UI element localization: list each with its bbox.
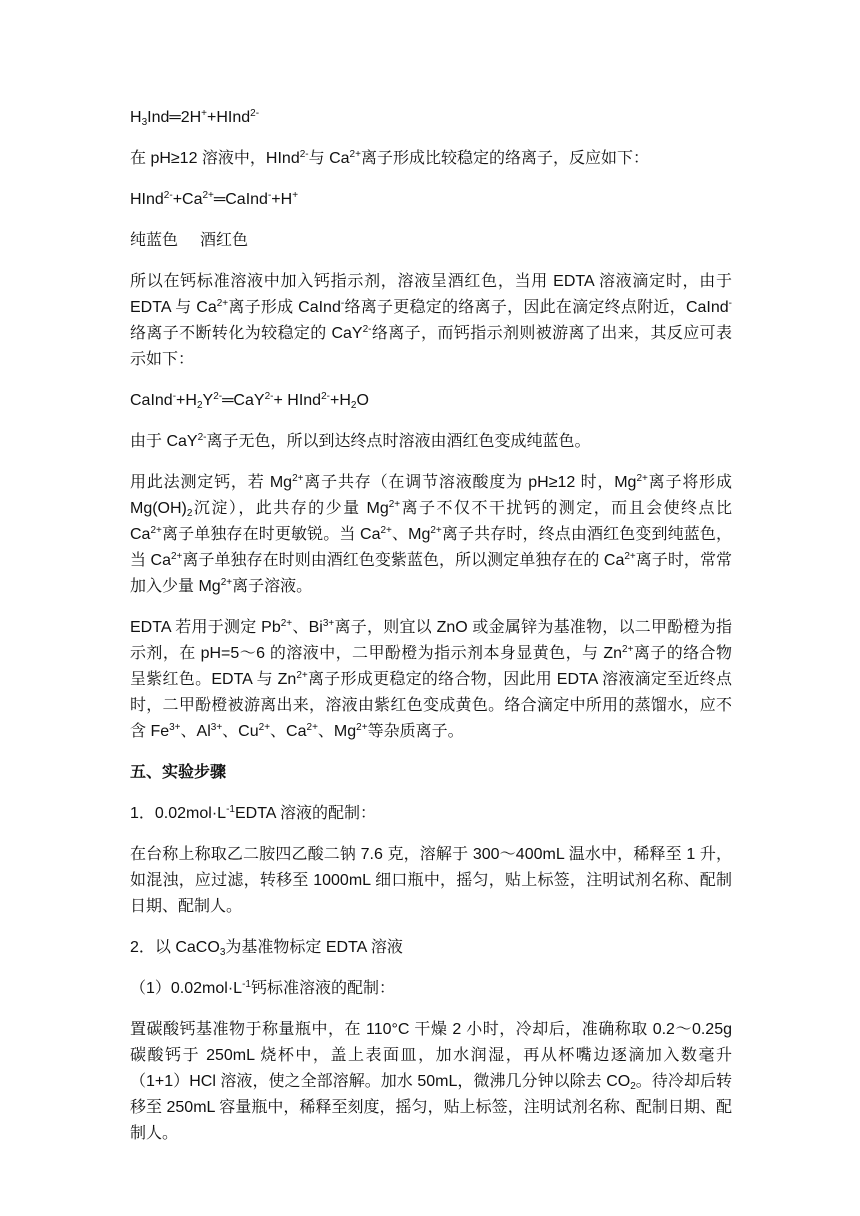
superscript: 2- xyxy=(197,432,207,443)
equation-dissociation xyxy=(130,105,732,131)
superscript: 2+ xyxy=(202,190,214,201)
subscript: 2 xyxy=(186,508,193,519)
text-run: 等杂质离子。 xyxy=(367,723,464,740)
text-run: + HInd xyxy=(273,392,322,409)
text-run: +H xyxy=(329,392,351,409)
text-run: 离子无色，所以到达终点时溶液由酒红色变成纯蓝色。 xyxy=(206,433,591,450)
text-run: 络离子更稳定的络离子，因此在滴定终点附近，CaInd xyxy=(344,299,729,316)
superscript: 2+ xyxy=(258,722,271,733)
text-run: 络离子，而钙指示剂则被游离了出来，其反应可表示如下： xyxy=(130,325,732,368)
superscript: 2+ xyxy=(430,525,442,536)
superscript: 2+ xyxy=(624,551,636,562)
text-run: 离子时，常常加入少量 Mg xyxy=(130,552,732,595)
color-label-wine-red: 酒红色 xyxy=(200,232,249,249)
text-run: H xyxy=(130,109,142,126)
text-run: 、Al xyxy=(180,723,211,740)
text-run: 2．以 CaCO xyxy=(130,939,220,956)
superscript: 2+ xyxy=(296,670,308,681)
superscript: + xyxy=(201,108,207,119)
paragraph-color-change xyxy=(130,429,732,455)
superscript: 3+ xyxy=(322,618,335,629)
text-run: 置碳酸钙基准物于称量瓶中，在 110°C 干燥 2 小时，冷却后，准确称取 0.2～0.25g 碳酸钙于 250mL 烧杯中，盖上表面皿，加水润湿，再从杯嘴边逐滴加入数毫升（1+1）HCl 溶液，使之全部溶解。加水 50mL，微沸几分钟以除去 CO xyxy=(130,1021,732,1090)
step-2-1-heading xyxy=(130,976,732,1002)
text-run: 1．0.02mol·L xyxy=(130,805,227,822)
text-run: 在 pH≥12 溶液中，HInd xyxy=(130,150,300,167)
superscript: 2+ xyxy=(306,722,318,733)
text-run: ═CaInd xyxy=(213,191,268,208)
superscript: 2+ xyxy=(356,722,368,733)
superscript: -1 xyxy=(242,979,251,990)
text-run: 离子形成 CaInd xyxy=(228,299,341,316)
superscript: 2+ xyxy=(280,618,293,629)
superscript: 2- xyxy=(321,391,330,402)
text-run: HInd xyxy=(130,191,164,208)
text-run: EDTA 溶液的配制： xyxy=(234,805,377,822)
superscript: 2- xyxy=(250,108,260,119)
superscript: 2+ xyxy=(349,149,361,160)
superscript: - xyxy=(172,391,177,402)
text-run: EDTA 若用于测定 Pb xyxy=(130,619,281,636)
text-run: 、Bi xyxy=(292,619,323,636)
section-heading-steps: 五、实验步骤 xyxy=(130,764,227,781)
paragraph-edta-lead-bismuth xyxy=(130,615,732,745)
text-run: 离子形成比较稳定的络离子，反应如下： xyxy=(360,150,649,167)
text-run: +H xyxy=(176,392,197,409)
text-run: 沉淀），此共存的少量 Mg xyxy=(192,500,389,517)
text-run: 离子形成更稳定的络合物，因此用 EDTA 溶液滴定至近终点时，二甲酚橙被游离出来，溶液由紫红色变成黄色。络合滴定中所用的蒸馏水，应不含 Fe xyxy=(130,671,732,740)
equation-complex-formation xyxy=(130,187,732,213)
text-run: 离子将形成 Mg(OH) xyxy=(130,474,732,517)
superscript: 2- xyxy=(163,190,173,201)
step-1-heading xyxy=(130,801,732,827)
text-run: 络离子不断转化为较稳定的 CaY xyxy=(130,325,363,342)
subscript: 2 xyxy=(350,400,357,411)
text-run: 、Ca xyxy=(270,723,307,740)
text-run: Y xyxy=(202,392,214,409)
paragraph-ph12 xyxy=(130,146,732,172)
equation-endpoint-reaction xyxy=(130,388,732,414)
color-labels xyxy=(130,228,732,254)
superscript: 3+ xyxy=(169,722,181,733)
text-run: 离子，则宜以 ZnO 或金属锌为基准物，以二甲酚橙为指示剂，在 pH=5～6 的溶液中，二甲酚橙为指示剂本身显黄色，与 Zn xyxy=(130,619,732,662)
text-run: +HInd xyxy=(207,109,251,126)
superscript: - xyxy=(267,190,272,201)
text-run: Ind═2H xyxy=(147,109,202,126)
step-2-heading xyxy=(130,935,732,961)
text-run: +Ca xyxy=(172,191,203,208)
superscript: 3+ xyxy=(210,722,223,733)
document-page xyxy=(130,105,732,1162)
text-run: 钙标准溶液的配制： xyxy=(250,980,395,997)
subscript: 3 xyxy=(219,947,226,958)
text-run: O xyxy=(356,392,369,409)
superscript: -1 xyxy=(226,804,235,815)
superscript: 2+ xyxy=(388,499,401,510)
text-run: 离子单独存在时更敏锐。当 Ca xyxy=(161,526,381,543)
text-run: 、Cu xyxy=(222,723,259,740)
superscript: 2- xyxy=(362,324,372,335)
superscript: 2+ xyxy=(150,525,162,536)
superscript: 2+ xyxy=(292,473,304,484)
text-run: +H xyxy=(271,191,293,208)
text-run: 离子的络合物呈紫红色。EDTA 与 Zn xyxy=(130,645,732,688)
paragraph-magnesium-effect xyxy=(130,470,732,600)
superscript: 2+ xyxy=(216,298,229,309)
subscript: 2 xyxy=(196,400,203,411)
text-run: 为基准物标定 EDTA 溶液 xyxy=(225,939,403,956)
superscript: - xyxy=(340,298,345,309)
text-run: 。待冷却后转移至 250mL 容量瓶中，稀释至刻度，摇匀，贴上标签，注明试剂名称、配制日期、配制人。 xyxy=(130,1073,732,1142)
text-run: 用此法测定钙，若 Mg xyxy=(130,474,293,491)
text-run: 与 Ca xyxy=(308,150,350,167)
text-run: 、Mg xyxy=(317,723,357,740)
text-run: 离子共存（在调节溶液酸度为 pH≥12 时，Mg xyxy=(303,474,637,491)
superscript: 2+ xyxy=(380,525,392,536)
superscript: 2- xyxy=(213,391,223,402)
text-run: 离子单独存在时则由酒红色变紫蓝色，所以测定单独存在的 Ca xyxy=(182,552,625,569)
text-run: 离子共存时，终点由酒红色变到纯蓝色，当 Ca xyxy=(130,526,732,569)
paragraph-titration-mechanism xyxy=(130,269,732,373)
text-run: 所以在钙标准溶液中加入钙指示剂，溶液呈酒红色，当用 EDTA 溶液滴定时，由于 EDTA 与 Ca xyxy=(130,273,732,316)
text-run: （1）0.02mol·L xyxy=(130,980,243,997)
superscript: 2- xyxy=(299,149,309,160)
text-run: CaInd xyxy=(130,392,173,409)
text-run: 由于 CaY xyxy=(130,433,198,450)
superscript: - xyxy=(728,298,732,309)
text-run: 离子溶液。 xyxy=(232,578,313,595)
superscript: 2+ xyxy=(220,577,233,588)
paragraph-edta-preparation: 在台称上称取乙二胺四乙酸二钠 7.6 克，溶解于 300～400mL 温水中，稀释至 1 升，如混浊，应过滤，转移至 1000mL 细口瓶中，摇匀，贴上标签，注明试剂名称、配制日期、配制人。 xyxy=(130,846,732,915)
superscript: 2+ xyxy=(636,473,648,484)
subscript: 3 xyxy=(141,117,148,128)
text-run: 离子不仅不干扰钙的测定，而且会使终点比 Ca xyxy=(130,500,732,543)
superscript: + xyxy=(292,190,299,201)
color-label-blue: 纯蓝色 xyxy=(130,232,179,249)
text-run: 、Mg xyxy=(391,526,431,543)
superscript: 2+ xyxy=(622,644,634,655)
superscript: 2- xyxy=(264,391,274,402)
subscript: 2 xyxy=(630,1081,636,1092)
superscript: 2+ xyxy=(170,551,183,562)
text-run: ═CaY xyxy=(222,392,265,409)
paragraph-calcium-standard xyxy=(130,1017,732,1147)
